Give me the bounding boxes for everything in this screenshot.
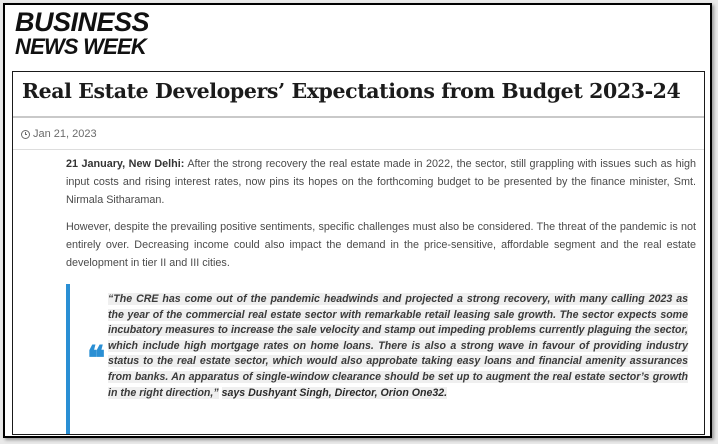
quote-body: “The CRE has come out of the pandemic headwinds and projected a strong recovery, with many calling 2023 as the year of the commercial real estate sector with remarkable retail leasing sale growth. The sector expects some incubatory measures to increase the sale velocity and stamp out impeding problems currently plaguing the sector, which include high mortgage rates on home loans. There is also a strong wave in favour of providing industry status to the real estate sector, which would also approbate taking easy loans and financial amenity assurances from banks. An apparatus of single-window clearance should be set up to augment the real estate sector’s growth in the right direction,” — [108, 293, 688, 399]
paragraph-1-text: After the strong recovery the real estate made in 2022, the sector, still grappling with issues such as high input costs and rising interest rates, now pins its hopes on the forthcoming budget to be presented by the finance minister, Smt. Nirmala Sitharaman. — [66, 158, 697, 206]
clock-icon — [21, 130, 30, 139]
page-frame — [3, 3, 712, 438]
article-container — [12, 71, 705, 435]
quote-text — [108, 292, 688, 401]
article-meta — [13, 116, 705, 150]
dateline: 21 January, New Delhi: — [66, 158, 185, 170]
article-body — [66, 155, 696, 281]
publish-date — [21, 128, 97, 140]
quote-attribution: says Dushyant Singh, Director, Orion One32. — [221, 386, 448, 399]
publish-date-text: Jan 21, 2023 — [33, 128, 97, 140]
blockquote — [66, 284, 692, 434]
paragraph-1 — [66, 155, 696, 209]
paragraph-2: However, despite the prevailing positive sentiments, specific challenges must also be considered. The threat of the pandemic is not entirely over. Decreasing income could also impact the demand in the price-sensitive, affordable segment and the real estate development in tier II and III cities. — [66, 221, 696, 269]
logo-line-2: NEWS WEEK — [15, 34, 146, 59]
logo-line-1: BUSINESS — [15, 7, 150, 37]
article-title: Real Estate Developers’ Expectations from Budget 2023-24 — [22, 79, 681, 103]
site-logo[interactable] — [15, 9, 149, 58]
quote-icon: ❝ — [87, 339, 106, 379]
